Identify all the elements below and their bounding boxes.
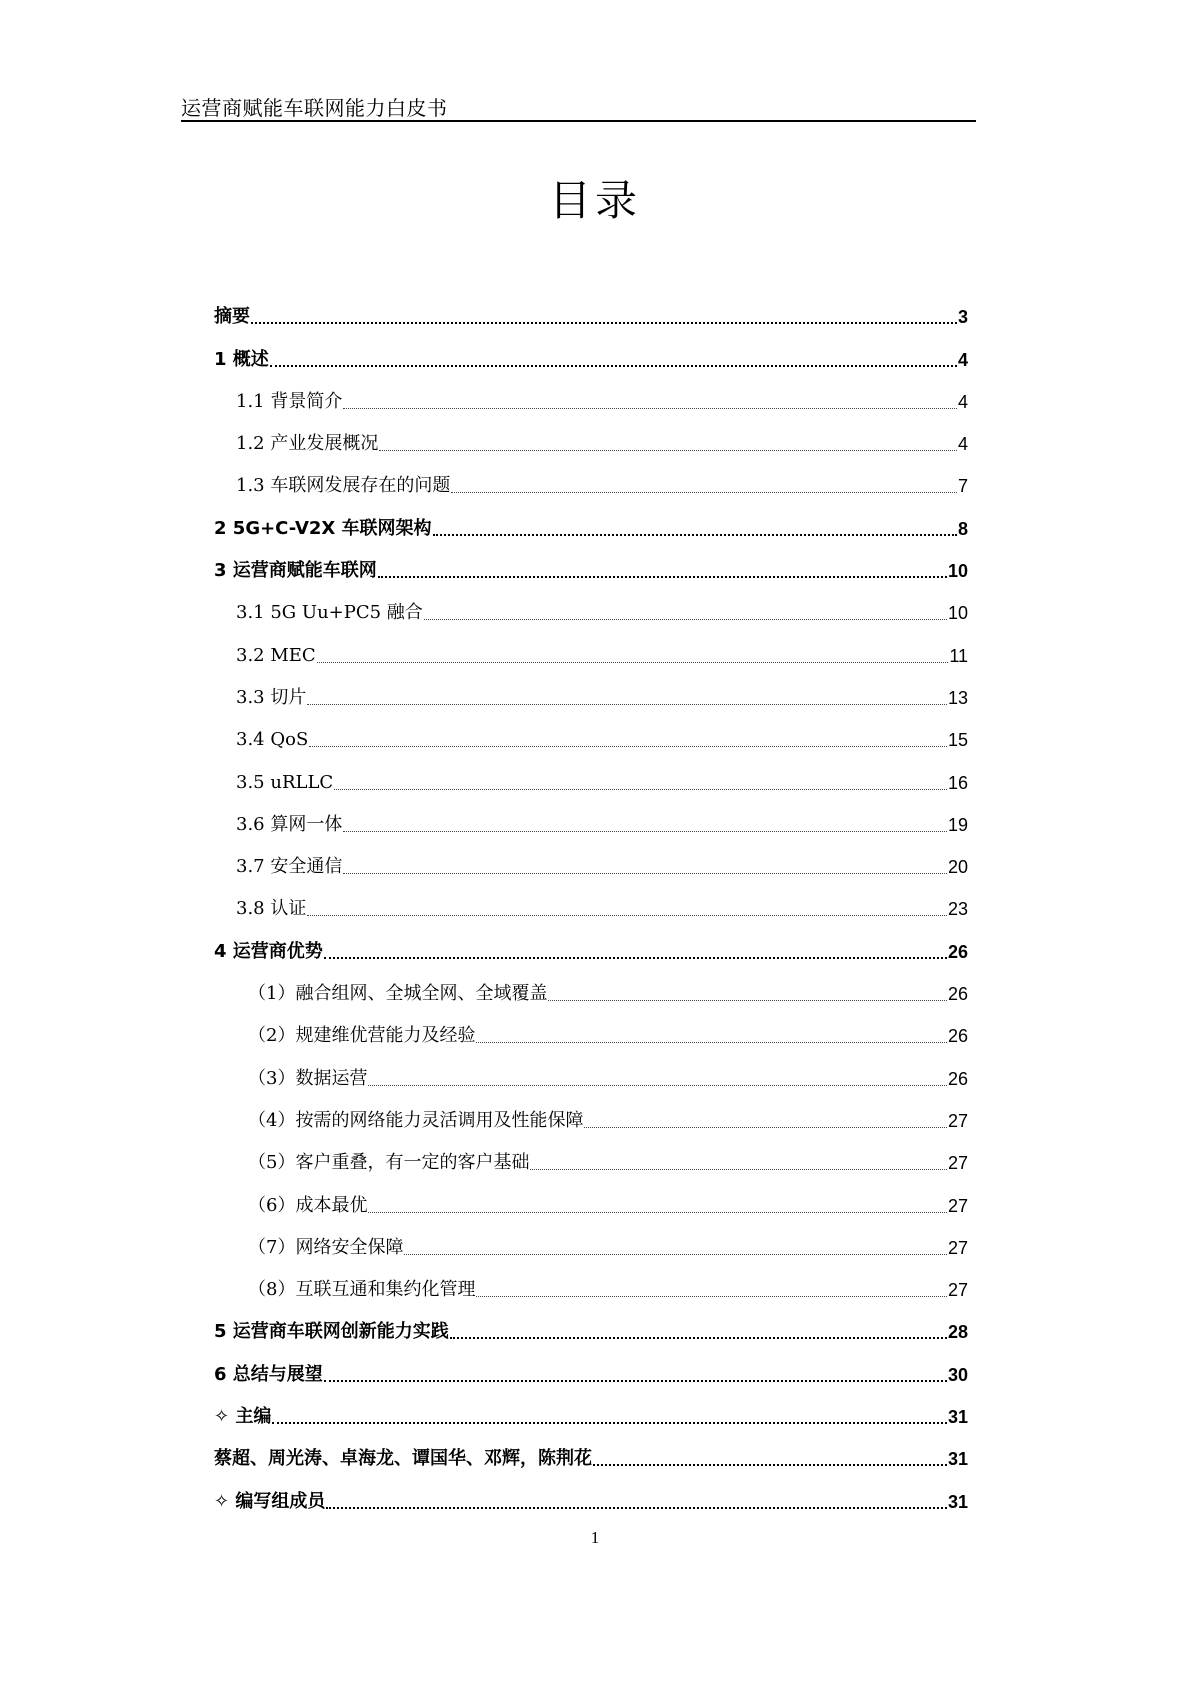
toc-entry-page: 27 [947,1195,968,1216]
toc-leader [309,746,947,747]
toc-entry[interactable] [0,1259,1190,1301]
toc-entry-label: ✧ 主编 [214,1406,272,1428]
toc-leader [324,1380,947,1382]
toc-entry-page: 11 [949,645,968,666]
toc-leader [326,1507,947,1509]
toc-entry[interactable] [0,963,1190,1005]
toc-entry-label: 1.3 车联网发展存在的问题 [236,475,451,497]
toc-entry-page: 16 [947,772,968,793]
toc-entry[interactable] [0,540,1190,582]
toc-leader [343,408,957,409]
toc-leader [433,534,957,536]
toc-entry-label: ✧ 编写组成员 [214,1490,326,1512]
toc-leader [368,1085,947,1086]
toc-entry-label: 3.6 算网一体 [236,813,343,835]
toc-entry-label: 3.3 切片 [236,686,307,708]
toc-leader [270,365,957,367]
toc-entry-label: 1.2 产业发展概况 [236,433,379,455]
toc-entry-page: 26 [947,1026,968,1047]
toc-entry-page: 27 [947,1153,968,1174]
toc-entry[interactable] [0,878,1190,920]
toc-entry-label: 1.1 背景简介 [236,390,343,412]
toc-leader [343,873,947,874]
toc-entry-label: 3.7 安全通信 [236,856,343,878]
toc-entry-label: 3.5 uRLLC [236,771,334,793]
toc-entry-page: 27 [947,1237,968,1258]
toc-entry-page: 20 [947,857,968,878]
toc-entry[interactable] [0,667,1190,709]
toc-entry-page: 30 [947,1364,968,1385]
toc-entry[interactable] [0,751,1190,793]
toc-entry[interactable] [0,1301,1190,1343]
toc-entry[interactable] [0,371,1190,413]
header-rule [181,120,976,122]
toc-entry-label: （2）规建维优营能力及经验 [248,1025,476,1047]
toc-entry-page: 15 [947,730,968,751]
toc-entry-page: 31 [947,1491,968,1512]
toc-leader [324,957,947,959]
toc-leader [343,831,947,832]
toc-entry[interactable] [0,1217,1190,1259]
toc-entry-label: （4）按需的网络能力灵活调用及性能保障 [248,1109,584,1131]
toc-entry-label: （1）融合组网、全城全网、全域覆盖 [248,983,548,1005]
toc-leader [476,1042,947,1043]
toc-entry-label: （7）网络安全保障 [248,1236,404,1258]
toc-entry[interactable] [0,920,1190,962]
toc-entry-label: 5 运营商车联网创新能力实践 [214,1321,449,1343]
toc-entry-page: 13 [947,687,968,708]
toc-entry-page: 26 [947,984,968,1005]
toc-entry-page: 27 [947,1110,968,1131]
toc-entry-page: 26 [947,941,968,962]
toc-entry[interactable] [0,328,1190,370]
toc-entry-page: 28 [947,1322,968,1343]
toc-leader [584,1127,947,1128]
toc-entry-label: 3.2 MEC [236,644,316,666]
toc-entry[interactable] [0,1386,1190,1428]
toc-leader [317,662,949,663]
toc-leader [379,450,957,451]
toc-entry[interactable] [0,1174,1190,1216]
toc-leader [451,492,957,493]
toc-entry[interactable] [0,497,1190,539]
toc-entry[interactable] [0,1132,1190,1174]
toc-entry-label: 蔡超、周光涛、卓海龙、谭国华、邓辉，陈荆花 [214,1448,592,1470]
running-header-title: 运营商赋能车联网能力白皮书 [181,96,448,120]
toc-entry-page: 31 [947,1407,968,1428]
toc-leader [424,619,947,620]
toc-leader [334,789,947,790]
toc-leader [404,1254,947,1255]
toc-leader [548,1000,947,1001]
toc-entry[interactable] [0,1005,1190,1047]
toc-entry[interactable] [0,836,1190,878]
toc-leader [307,915,947,916]
toc-entry[interactable] [0,1047,1190,1089]
toc-entry[interactable] [0,794,1190,836]
toc-leader [476,1296,947,1297]
toc-entry-page: 4 [957,434,968,455]
toc-entry-label: 4 运营商优势 [214,940,323,962]
toc-entry-label: （5）客户重叠，有一定的客户基础 [248,1152,530,1174]
toc-entry-label: 3.1 5G Uu+PC5 融合 [236,602,423,624]
toc-title: 目录 [548,176,641,225]
toc-entry[interactable] [0,413,1190,455]
toc-entry[interactable] [0,1470,1190,1512]
toc-entry-label: 3.4 QoS [236,729,309,751]
toc-entry[interactable] [0,582,1190,624]
toc-entry-page: 4 [957,391,968,412]
toc-entry-label: （6）成本最优 [248,1194,368,1216]
toc-entry-page: 7 [957,476,968,497]
page-number: 1 [590,1528,600,1547]
toc-entry-page: 26 [947,1068,968,1089]
toc-entry-label: 3.8 认证 [236,898,307,920]
toc-entry[interactable] [0,1343,1190,1385]
toc-entry-page: 23 [947,899,968,920]
toc-entry-page: 19 [947,814,968,835]
toc-leader [251,322,957,324]
toc-leader [530,1169,947,1170]
toc-entry[interactable] [0,1090,1190,1132]
toc-leader [368,1212,947,1213]
toc-entry-label: 3 运营商赋能车联网 [214,560,377,582]
toc-entry-page: 10 [947,603,968,624]
toc-leader [272,1422,947,1424]
toc-entry[interactable] [0,1428,1190,1470]
toc-entry-label: （3）数据运营 [248,1067,368,1089]
toc-entry[interactable] [0,455,1190,497]
toc-entry-page: 27 [947,1280,968,1301]
toc-leader [450,1337,947,1339]
toc-entry-label: 2 5G+C-V2X 车联网架构 [214,517,432,539]
toc-entry[interactable] [0,286,1190,328]
toc-leader [593,1464,947,1466]
toc-entry-page: 8 [957,518,968,539]
toc-entry-page: 3 [957,307,968,328]
toc-entry-page: 4 [957,349,968,370]
toc-entry-label: （8）互联互通和集约化管理 [248,1279,476,1301]
toc-leader [307,704,947,705]
toc-entry-page: 10 [947,561,968,582]
toc-entry-page: 31 [947,1449,968,1470]
table-of-contents [0,286,1190,1513]
toc-entry[interactable] [0,709,1190,751]
toc-entry-label: 1 概述 [214,348,269,370]
toc-entry-label: 6 总结与展望 [214,1363,323,1385]
toc-leader [378,576,947,578]
toc-entry-label: 摘要 [214,306,250,328]
toc-entry[interactable] [0,624,1190,666]
